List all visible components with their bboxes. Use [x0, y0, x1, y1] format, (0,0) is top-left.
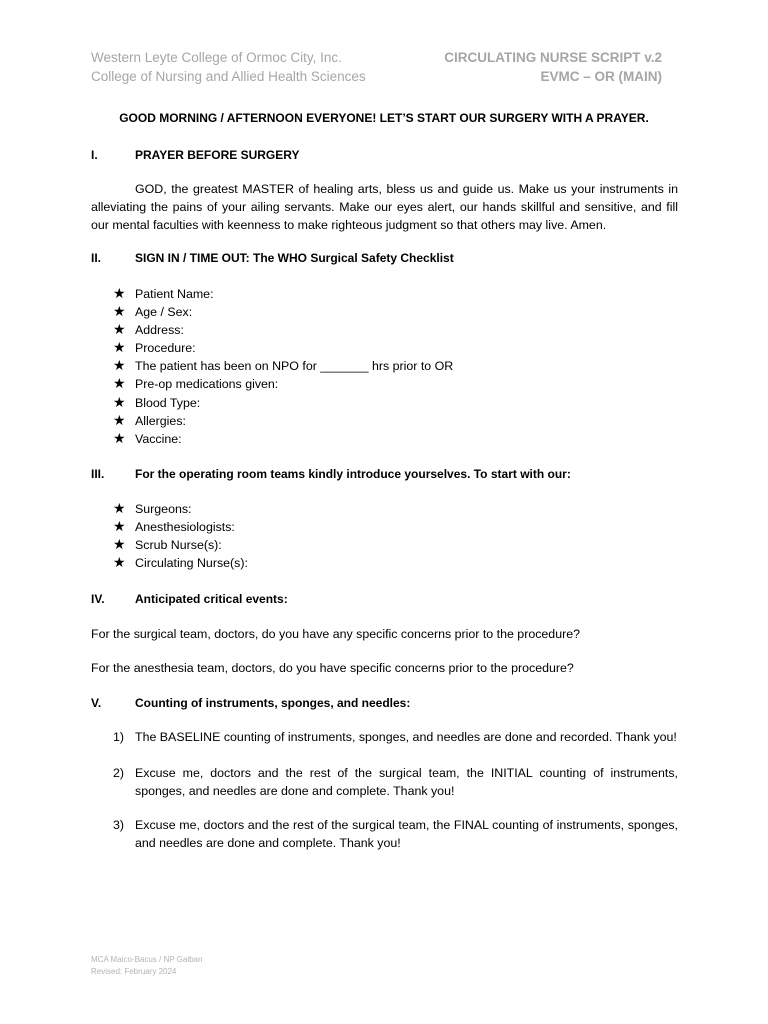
star-icon: ★	[113, 519, 126, 536]
greeting-heading: GOOD MORNING / AFTERNOON EVERYONE! LET’S START OUR SURGERY WITH A PRAYER.	[119, 111, 649, 125]
list-item: ★ Blood Type:	[113, 394, 201, 411]
list-item: ★ The patient has been on NPO for _______ hrs prior to OR	[113, 358, 454, 375]
team-list	[113, 500, 248, 572]
header-script-info	[444, 48, 662, 86]
section-title: Anticipated critical events:	[135, 592, 288, 606]
section-title: Counting of instruments, sponges, and needles:	[135, 696, 411, 710]
star-icon: ★	[113, 322, 126, 339]
college-name: College of Nursing and Allied Health Sciences	[91, 69, 366, 84]
surgical-team-question: For the surgical team, doctors, do you have any specific concerns prior to the procedure?	[91, 627, 580, 641]
section-heading-3	[91, 466, 571, 482]
script-location: EVMC – OR (MAIN)	[540, 69, 662, 84]
star-icon: ★	[113, 412, 126, 429]
item-number: 3)	[113, 818, 125, 832]
section-title: PRAYER BEFORE SURGERY	[135, 148, 300, 162]
prayer-text: GOD, the greatest MASTER of healing arts, bless us and guide us. Make us your instruments in alleviating the pains of your ailing servants. Make our eyes alert, our hands skillful and sensitive, and fill our mental faculties with keenness to make righteous judgment so that others may live. Amen.	[91, 182, 678, 232]
list-item: ★ Circulating Nurse(s):	[113, 555, 248, 572]
list-item: ★ Vaccine:	[113, 430, 182, 447]
star-icon: ★	[113, 358, 126, 375]
star-icon: ★	[113, 304, 126, 321]
list-item: ★ Scrub Nurse(s):	[113, 537, 222, 554]
script-title: CIRCULATING NURSE SCRIPT v.2	[444, 50, 662, 65]
anesthesia-team-question: For the anesthesia team, doctors, do you have specific concerns prior to the procedure?	[91, 661, 574, 675]
item-text: The BASELINE counting of instruments, sponges, and needles are done and recorded. Thank you!	[135, 730, 677, 744]
list-item	[113, 764, 678, 800]
item-text: Excuse me, doctors and the rest of the surgical team, the INITIAL counting of instruments, sponges, and needles are done and complete. Thank you!	[135, 766, 678, 798]
section-number: III.	[91, 467, 105, 481]
prayer-paragraph	[91, 180, 678, 234]
section-number: II.	[91, 251, 102, 265]
footer-revised: Revised: February 2024	[91, 967, 177, 976]
section-number: IV.	[91, 592, 105, 606]
list-item: ★ Procedure:	[113, 340, 196, 357]
school-name: Western Leyte College of Ormoc City, Inc.	[91, 50, 342, 65]
item-number: 2)	[113, 766, 125, 780]
section-number: V.	[91, 696, 102, 710]
checklist	[113, 285, 453, 448]
list-item: ★ Anesthesiologists:	[113, 519, 235, 536]
star-icon: ★	[113, 286, 126, 302]
list-item	[113, 816, 678, 852]
section-heading-4	[91, 591, 288, 607]
star-icon: ★	[113, 394, 126, 411]
list-item: ★ Allergies:	[113, 412, 186, 429]
star-icon: ★	[113, 501, 126, 517]
section-number: I.	[91, 148, 98, 162]
star-icon: ★	[113, 376, 126, 393]
item-number: 1)	[113, 730, 125, 744]
section-heading-2	[91, 250, 454, 266]
section-heading-5	[91, 695, 410, 711]
list-item: ★ Surgeons:	[113, 501, 192, 517]
star-icon: ★	[113, 430, 126, 447]
section-title: For the operating room teams kindly introduce yourselves. To start with our:	[135, 467, 571, 481]
section-title: SIGN IN / TIME OUT: The WHO Surgical Safety Checklist	[135, 251, 454, 265]
list-item: ★ Pre-op medications given:	[113, 376, 279, 393]
list-item: ★ Address:	[113, 322, 184, 339]
star-icon: ★	[113, 340, 126, 357]
header-institution	[91, 48, 366, 86]
item-text: Excuse me, doctors and the rest of the surgical team, the FINAL counting of instruments, sponges, and needles are done and complete. Thank you!	[135, 818, 678, 850]
list-item	[113, 728, 678, 746]
list-item: ★ Age / Sex:	[113, 304, 193, 321]
footer-authors: MCA Maico-Bacus / NP Galban	[91, 955, 203, 964]
footer	[91, 954, 202, 978]
star-icon: ★	[113, 537, 126, 554]
star-icon: ★	[113, 555, 126, 572]
section-heading-1	[91, 147, 299, 163]
list-item: ★ Patient Name:	[113, 286, 214, 302]
